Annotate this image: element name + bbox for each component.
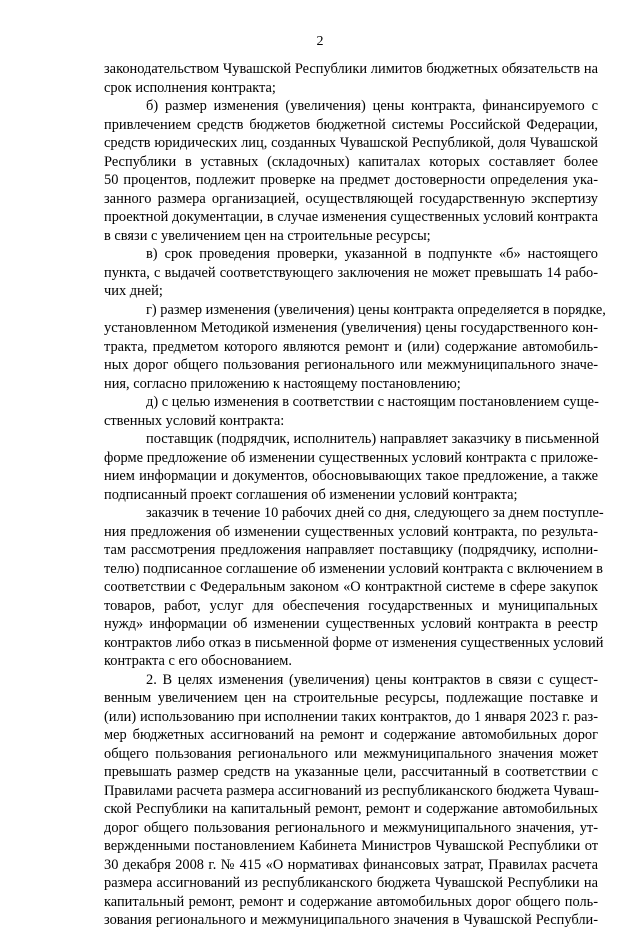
text-line: ственных условий контракта: [104, 412, 285, 429]
text-line: пункта, с выдачей соответствующего заключения не может превышать 14 рабо- [104, 264, 598, 281]
text-line: чих дней; [104, 283, 163, 299]
text-line: общего пользования регионального или межмуниципального значения может [104, 745, 598, 762]
text-line: форме предложение об изменении существенных условий контракта с приложе- [104, 449, 598, 466]
text-line: контракта с его обоснованием. [104, 653, 293, 669]
text-line: ской Республики на капитальный ремонт, ремонт и содержание автомобильных [104, 801, 598, 817]
text-line: в) срок проведения проверки, указанной в подпункте «б» настоящего [146, 246, 598, 262]
text-line: д) с целью изменения в соответствии с настоящим постановлением суще- [146, 394, 599, 410]
text-line: 50 процентов, подлежит проверке на предмет достоверности определения ука- [104, 172, 598, 188]
text-line: дорог общего пользования регионального и межмуниципального значения, ут- [104, 819, 598, 836]
text-line: Республики в уставных (складочных) капиталах которых составляет более [104, 153, 598, 170]
text-line: средств юридических лиц, созданных Чувашской Республикой, доля Чувашской [104, 135, 598, 151]
document-body [104, 60, 606, 930]
text-line: превышать размер средств на указанные цели, рассчитанный в соответствии с [104, 764, 598, 780]
text-line: мер бюджетных ассигнований на ремонт и содержание автомобильных дорог [104, 727, 598, 743]
text-line: товаров, работ, услуг для обеспечения государственных и муниципальных [104, 597, 598, 614]
text-line: там рассмотрения предложения направляет поставщику (подрядчику, исполни- [104, 542, 598, 558]
text-line: размера ассигнований из республиканского бюджета Чувашской Республики на [104, 875, 598, 891]
text-line: ния, согласно приложению к настоящему постановлению; [104, 375, 461, 392]
text-line: поставщик (подрядчик, исполнитель) направляет заказчику в письменной [146, 431, 600, 447]
text-line: контрактов либо отказ в письменной форме от изменения существенных условий [104, 634, 604, 651]
text-line: 2. В целях изменения (увеличения) цены контрактов в связи с сущест- [146, 671, 598, 688]
page-number: 2 [316, 34, 324, 49]
text-line: соответствии с Федеральным законом «О контрактной системе в сфере закупок [104, 579, 598, 595]
text-line: вержденными постановлением Кабинета Министров Чувашской Республики от [104, 838, 598, 854]
text-line: тракта, предметом которого являются ремонт и (или) содержание автомобиль- [104, 338, 598, 355]
text-line: срок исполнения контракта; [104, 79, 276, 96]
text-line: проектной документации, в случае изменения существенных условий контракта [104, 209, 598, 225]
text-line: установленном Методикой изменения (увеличения) цены государственного кон- [104, 320, 598, 336]
text-line: нием информации и документов, обосновывающих такое предложение, а также [104, 468, 598, 484]
text-line: в связи с увеличением цен на строительные ресурсы; [104, 227, 431, 244]
text-line: Правилами расчета размера ассигнований из республиканского бюджета Чуваш- [104, 782, 599, 799]
text-line: привлечением средств бюджетов бюджетной системы Российской Федерации, [104, 116, 598, 133]
text-line: 30 декабря 2008 г. № 415 «О нормативах финансовых затрат, Правилах расчета [104, 856, 598, 873]
text-line: занного размера организацией, осуществляющей государственную экспертизу [104, 190, 598, 207]
text-line: телю) подписанное соглашение об изменении условий контракта с включением в [104, 560, 603, 577]
text-line: венным увеличением цен на строительные ресурсы, подлежащие поставке и [104, 690, 598, 706]
text-line: капитальный ремонт, ремонт и содержание автомобильных дорог общего поль- [104, 893, 598, 910]
text-line: г) размер изменения (увеличения) цены контракта определяется в порядке, [146, 301, 606, 318]
text-line: ных дорог общего пользования регионального или межмуниципального значе- [104, 357, 598, 373]
text-line: (или) использованию при исполнении таких контрактов, до 1 января 2023 г. раз- [104, 708, 598, 725]
text-line: нужд» информации об изменении существенных условий контракта в реестр [104, 616, 598, 632]
text-line: заказчик в течение 10 рабочих дней со дня, следующего за днем поступле- [146, 505, 604, 521]
text-line: б) размер изменения (увеличения) цены контракта, финансируемого с [146, 98, 598, 114]
text-line: зования регионального и межмуниципального значения в Чувашской Республи- [104, 912, 598, 928]
text-line: ния предложения об изменении существенных условий контракта, по результа- [104, 523, 598, 540]
text-line: законодательством Чувашской Республики лимитов бюджетных обязательств на [104, 61, 598, 77]
text-line: подписанный проект соглашения об изменении условий контракта; [104, 486, 518, 503]
